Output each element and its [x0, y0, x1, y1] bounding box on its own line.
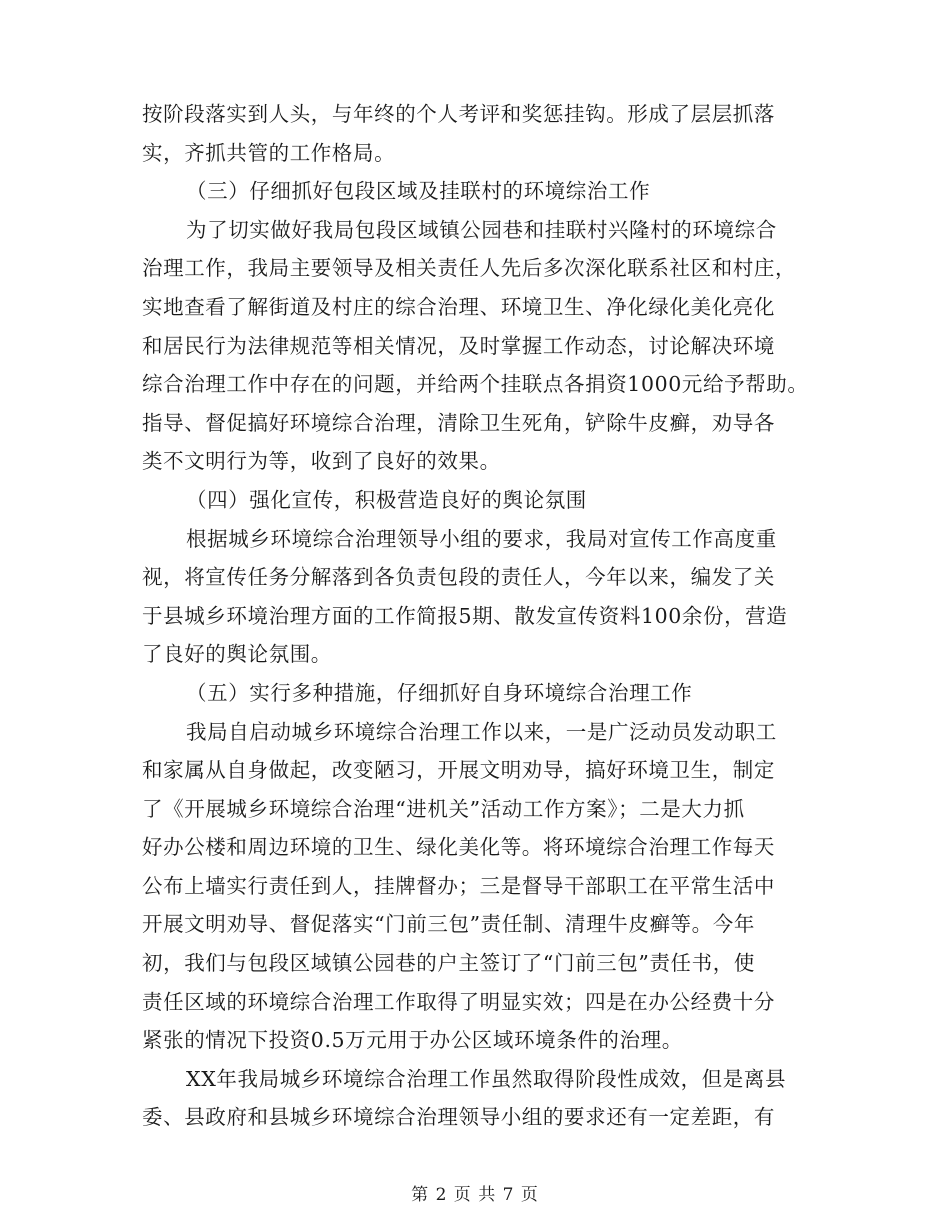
paragraph-first-line: 我局自启动城乡环境综合治理工作以来，一是广泛动员发动职工 — [186, 719, 777, 744]
text-line: 好办公楼和周边环境的卫生、绿化美化等。将环境综合治理工作每天 — [142, 835, 775, 860]
page-footer: 第 2 页 共 7 页 — [411, 1185, 539, 1205]
text-line: 实地查看了解街道及村庄的综合治理、环境卫生、净化绿化美化亮化 — [142, 294, 775, 319]
text-line: 指导、督促搞好环境综合治理，清除卫生死角，铲除牛皮癣，劝导各 — [142, 410, 775, 435]
text-line: 综合治理工作中存在的问题，并给两个挂联点各捐资1000元给予帮助。 — [142, 372, 809, 397]
text-line: 了《开展城乡环境综合治理“进机关”活动工作方案》；二是大力抓 — [142, 796, 745, 821]
text-line: 开展文明劝导、督促落实“门前三包”责任制、清理牛皮癣等。今年 — [142, 912, 755, 937]
text-line: 实，齐抓共管的工作格局。 — [142, 140, 396, 165]
text-line: 类不文明行为等，收到了良好的效果。 — [142, 449, 501, 474]
text-line: 公布上墙实行责任到人，挂牌督办；三是督导干部职工在平常生活中 — [142, 873, 775, 898]
text-line: 责任区域的环境综合治理工作取得了明显实效；四是在办公经费十分 — [142, 989, 775, 1014]
text-line: 治理工作，我局主要领导及相关责任人先后多次深化联系社区和村庄， — [142, 256, 797, 281]
text-line: 紧张的情况下投资0.5万元用于办公区域环境条件的治理。 — [142, 1028, 683, 1053]
document-body — [142, 95, 809, 1137]
text-line: 委、县政府和县城乡环境综合治理领导小组的要求还有一定差距，有 — [142, 1105, 775, 1130]
paragraph-first-line: 为了切实做好我局包段区域镇公园巷和挂联村兴隆村的环境综合 — [186, 217, 777, 242]
section-heading: （五）实行多种措施，仔细抓好自身环境综合治理工作 — [186, 680, 693, 705]
text-line: 了良好的舆论氛围。 — [142, 642, 332, 667]
paragraph-first-line: 根据城乡环境综合治理领导小组的要求，我局对宣传工作高度重 — [186, 526, 777, 551]
paragraph-first-line: XX年我局城乡环境综合治理工作虽然取得阶段性成效，但是离县 — [186, 1066, 787, 1091]
text-line: 和家属从自身做起，改变陋习，开展文明劝导，搞好环境卫生，制定 — [142, 758, 775, 783]
text-line: 视，将宣传任务分解落到各负责包段的责任人，今年以来，编发了关 — [142, 565, 775, 590]
text-line: 初，我们与包段区域镇公园巷的户主签订了“门前三包”责任书，使 — [142, 951, 755, 976]
text-line: 按阶段落实到人头，与年终的个人考评和奖惩挂钩。形成了层层抓落 — [142, 102, 775, 126]
text-line: 和居民行为法律规范等相关情况，及时掌握工作动态，讨论解决环境 — [142, 333, 775, 358]
section-heading: （四）强化宣传，积极营造良好的舆论氛围 — [186, 487, 587, 512]
text-line: 于县城乡环境治理方面的工作简报5期、散发宣传资料100余份，营造 — [142, 603, 788, 628]
section-heading: （三）仔细抓好包段区域及挂联村的环境综治工作 — [186, 179, 651, 204]
